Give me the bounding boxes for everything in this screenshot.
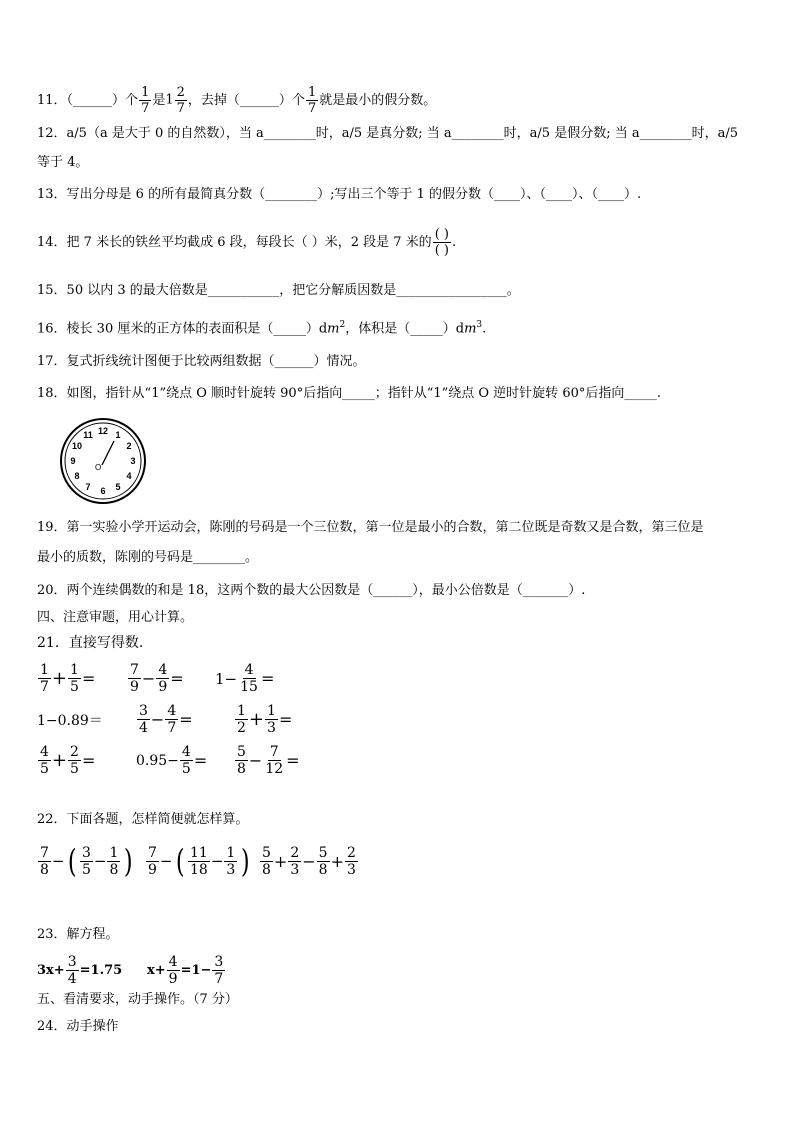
blank-fraction: $\frac{( )}{( )}$ <box>434 227 449 258</box>
question-13: 13．写出分母是 6 的所有最简真分数（________）;写出三个等于 1 的假分数（____）、（____）、（____）. <box>37 187 642 202</box>
question-18: 18．如图，指针从“1”绕点 O 顺时针旋转 90°后指向_____；指针从“1”绕点 O 逆时针旋转 60°后指向_____. <box>37 386 661 401</box>
clock-number: 6 <box>100 486 106 496</box>
calc-item: 1−0.89＝ <box>37 712 103 729</box>
question-19-line1: 19．第一实验小学开运动会，陈刚的号码是一个三位数，第一位是最小的合数，第二位既是奇数又是合数，第三位是 <box>37 520 704 535</box>
question-19-line2: 最小的质数，陈刚的号码是________。 <box>37 550 259 565</box>
equation-1: 3x+ $\frac{3}{4}$ =1.75 <box>37 954 123 987</box>
question-21: 21．直接写得数. <box>37 635 144 651</box>
question-17: 17．复式折线统计图便于比较两组数据（______）情况。 <box>37 354 366 369</box>
calc-item: $\frac{5}{8}$ − $\frac{7}{12}$ = <box>237 744 300 777</box>
q16-text2: ，体积是（_____）d <box>345 321 465 337</box>
unit-m: m <box>464 321 477 337</box>
unit-m: m <box>327 321 340 337</box>
calc-item: $\frac{1}{7}$ + $\frac{1}{5}$ = <box>40 662 96 695</box>
fraction: $\frac{2}{7}$ <box>176 85 185 116</box>
question-20: 20．两个连续偶数的和是 18，这两个数的最大公因数是（______），最小公倍数是（_______）. <box>37 583 586 598</box>
calc-row-1 <box>37 663 274 694</box>
question-16 <box>37 315 486 339</box>
q14-end: . <box>451 235 457 250</box>
question-22: 22．下面各题，怎样简便就怎样算。 <box>37 812 249 827</box>
clock-number: 7 <box>85 482 91 492</box>
clock-number: 9 <box>70 456 76 466</box>
question-15: 15．50 以内 3 的最大倍数是___________，把它分解质因数是_________________。 <box>37 283 520 298</box>
question-24: 24．动手操作 <box>37 1019 119 1034</box>
q14-text: 14．把 7 米长的铁丝平均截成 6 段，每段长（ ）米，2 段是 7 米的 <box>37 235 432 250</box>
mixed-number-whole: 1 <box>165 92 174 108</box>
clock-number: 3 <box>130 456 136 466</box>
calc-item: $\frac{7}{9}$ − $\frac{4}{9}$ = <box>130 662 184 695</box>
question-23: 23．解方程。 <box>37 927 119 942</box>
clock-number: 5 <box>115 482 121 492</box>
simplify-row <box>37 842 359 880</box>
calc-item: $\frac{1}{2}$ + $\frac{1}{3}$ = <box>237 703 293 736</box>
q11-part1: （______）个 <box>66 93 139 108</box>
expression-2: $\frac{7}{9}$ − ( $\frac{11}{18}$ − $\frac{1}{3}$ ) <box>148 842 250 880</box>
q16-end: . <box>482 321 487 337</box>
clock-number: 4 <box>126 471 132 481</box>
clock-number: 11 <box>83 430 93 440</box>
q11-number: 11． <box>37 93 67 108</box>
fraction: $\frac{1}{7}$ <box>307 85 317 116</box>
clock-hand <box>102 441 114 465</box>
section-5-heading: 五、看清要求，动手操作。（7 分） <box>37 992 238 1007</box>
clock-number: 2 <box>126 441 132 451</box>
q11-part2: 是 <box>152 93 166 108</box>
calc-item: 1− $\frac{4}{15}$ = <box>215 662 275 695</box>
calc-item: $\frac{4}{5}$ + $\frac{2}{5}$ = <box>40 744 96 777</box>
clock-center-label: O <box>95 463 102 472</box>
q11-part3: ，去掉（______）个 <box>187 93 305 108</box>
question-12-line1: 12．a/5（a 是大于 0 的自然数），当 a________时，a/5 是真分数; 当 a________时，a/5 是假分数; 当 a________时，a/5 <box>37 126 739 141</box>
clock-number: 12 <box>97 426 109 436</box>
exponent: 3 <box>476 320 483 330</box>
section-4-heading: 四、注意审题，用心计算。 <box>37 610 194 625</box>
expression-1: $\frac{7}{8}$ − ( $\frac{3}{5}$ − $\frac{1}{8}$ ) <box>40 842 134 880</box>
q11-part4: 就是最小的假分数。 <box>319 93 437 108</box>
fraction: $\frac{1}{7}$ <box>141 85 150 116</box>
calc-row-3 <box>37 745 300 776</box>
calc-item: 0.95− $\frac{4}{5}$ = <box>136 744 208 777</box>
calc-row-2 <box>37 704 292 735</box>
clock-diagram <box>58 415 148 507</box>
expression-3: $\frac{5}{8}$ + $\frac{2}{3}$ − $\frac{5}{8}$ + $\frac{2}{3}$ <box>262 844 356 878</box>
question-14 <box>37 228 456 257</box>
question-11 <box>37 86 436 115</box>
clock-number: 8 <box>74 471 80 481</box>
clock-number: 10 <box>71 441 83 451</box>
exponent: 2 <box>339 320 346 330</box>
clock-number: 1 <box>115 430 121 440</box>
equation-2: x+ $\frac{4}{9}$ =1− $\frac{3}{7}$ <box>147 954 224 987</box>
equation-row <box>37 955 226 986</box>
q16-text1: 16．棱长 30 厘米的正方体的表面积是（_____）d <box>37 321 328 337</box>
calc-item: $\frac{3}{4}$ − $\frac{4}{7}$ = <box>139 703 193 736</box>
question-12-line2: 等于 4。 <box>37 155 89 170</box>
